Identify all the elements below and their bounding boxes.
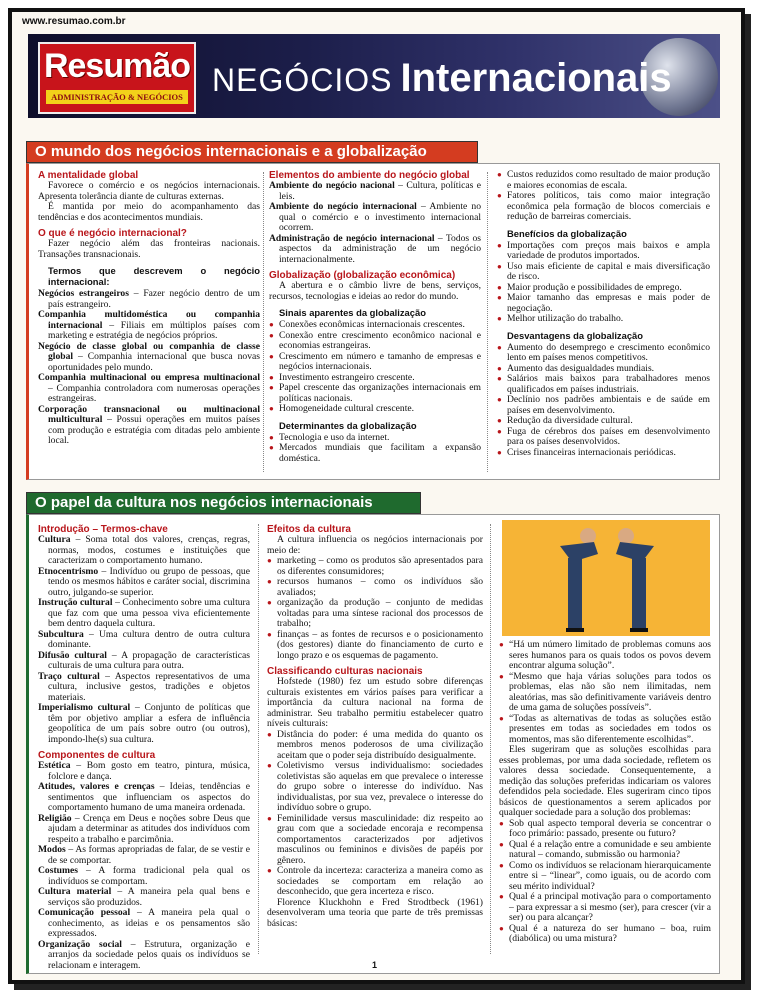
subheading: Sinais aparentes da globalização [279,307,426,318]
term-definition [38,845,250,866]
heading: Introdução – Termos-chave [38,524,168,535]
column-divider [258,524,259,954]
list-item: ● Homogeneidade cultural crescente. [269,404,481,415]
term-text: – A maneira pela qual o conhecimento, as ideias e os pensamentos são expressados. [48,907,250,939]
list-item: ● Aumento das desigualdades mundiais. [497,364,710,375]
paragraph: A cultura influencia os negócios internacionais por meio de: [267,534,483,556]
term-name: Companhia multinacional ou empresa multinacional [38,372,260,383]
list-item: ● Conexões econômicas internacionais crescentes. [269,320,481,331]
term-name: Costumes [38,865,78,876]
bullet-list [269,320,481,415]
term-text: – Ideias, tendências e sentimentos que influenciam os aspectos do comportamento humano de uma maneira ordenada. [48,781,250,813]
paragraph: Fazer negócio além das fronteiras nacionais. Transações transnacionais. [38,238,260,260]
list-item: ● Redução da diversidade cultural. [497,416,710,427]
list-item: ● “Há um número limitado de problemas comuns aos seres humanos para os quais todos os povos devem encontrar alguma solução”. [499,640,711,672]
term-name: Negócio de classe global ou companhia de classe global [38,340,260,362]
list-item: ● Crescimento em número e tamanho de empresas e negócios internacionais. [269,352,481,373]
term-definition [38,630,250,651]
section1-column2 [269,170,481,478]
logo-title: Resumão [43,47,191,85]
term-definition [38,761,250,782]
site-url[interactable]: www.resumao.com.br [22,16,126,27]
list-item: ● Coletivismo versus individualismo: sociedades coletivistas são aquelas em que prevalece o interesse do grupo sobre o interesse do indivíduo. Nas individualistas, por sua vez, prevalece o interesse do indivíduo sobre o grupo. [267,761,483,814]
section1-column3 [497,170,710,478]
list-item: ● Maior produção e possibilidades de emprego. [497,283,710,294]
term-name: Negócios estrangeiros [38,288,129,299]
list-item: ● Custos reduzidos como resultado de maior produção e maiores economias de escala. [497,170,710,191]
heading: Componentes de cultura [38,750,156,761]
term-definition [38,342,260,374]
term-text: – Crença em Deus e noções sobre Deus que ajudam a determinar as atitudes dos indivíduos com respeito a trabalho e parcimônia. [48,812,250,845]
list-item: ● Aumento do desemprego e crescimento econômico lento em países menos competitivos. [497,343,710,364]
heading: O que é negócio internacional? [38,228,187,239]
list-item: ● finanças – as fontes de recursos e o posicionamento (dos gestores) diante do financiamento de curto e longo prazo e os esquemas de pagamento. [267,630,483,662]
term-definition [38,289,260,310]
list-item: ● Melhor utilização do trabalho. [497,314,710,325]
column-divider [487,172,488,472]
list-item: ● Sob qual aspecto temporal deveria se concentrar o foco primário: passado, presente ou futuro? [499,819,711,840]
list-item: ● Papel crescente das organizações internacionais em políticas nacionais. [269,383,481,404]
list-item: ● recursos humanos – como os indivíduos são avaliados; [267,577,483,598]
bullet-list [267,730,483,898]
term-text: – Todos os aspectos da administração de um negócio internacionalmente. [279,232,481,265]
term-text: – As formas apropriadas de falar, de se vestir e de se comportar. [48,844,250,866]
term-text: – Soma total dos valores, crenças, regras, normas, modos, costumes e instituições que caracterizam o comportamento humano. [48,534,250,566]
term-definition [38,814,250,846]
term-name: Companhia multidoméstica ou companhia internacional [38,309,260,331]
term-name: Instrução cultural [38,597,113,608]
paragraph: Eles sugeriram que as soluções escolhidas para esses problemas, por uma dada sociedade, refletem os valores dessa sociedade. Consequentemente, a medição das soluções preferidas indicariam os valores defendidos pela sociedade. Eles sugeriram cinco tipos básicos de questionamentos a serem aplicados por qualquer sociedade para a solução dos problemas: [499,744,711,818]
subheading: Benefícios da globalização [507,227,627,239]
section2-column3 [499,640,711,956]
paragraph: É mantida por meio do acompanhamento das tendências e dos acontecimentos mundiais. [38,201,260,223]
list-item: ● Distância do poder: é uma medida do quanto os membros menos poderosos de uma civilização aceitam que o poder seja distribuído desigualmente. [267,730,483,762]
heading: Elementos do ambiente do negócio global [269,170,470,181]
section2-title: O papel da cultura nos negócios internacionais [26,492,421,514]
bullet-list [497,343,710,459]
list-item: ● Uso mais eficiente de capital e mais diversificação de risco. [497,262,710,283]
logo-subtitle: ADMINISTRAÇÃO & NEGÓCIOS [46,90,188,104]
term-definition [38,866,250,887]
term-definition [38,567,250,599]
list-item: ● Investimento estrangeiro crescente. [269,373,481,384]
list-item: ● Fatores políticos, tais como maior integração econômica pela formação de blocos comerciais e redução de barreiras comerciais. [497,191,710,223]
term-text: – Filiais em múltiplos países com marketing e estratégia de negócios próprios. [48,319,260,341]
term-text: – Bom gosto em teatro, pintura, música, folclore e dança. [48,760,250,782]
term-text: – Estrutura, organização e arranjos da sociedade pelos quais os indivíduos se relacionam e interagem. [48,938,250,971]
term-name: Atitudes, valores e crenças [38,781,155,792]
term-definition [38,373,260,405]
list-item: ● “Todas as alternativas de todas as soluções estão presentes em todas as sociedades em todos os momentos, mas são diferentemente escolhidas”. [499,714,711,746]
paragraph: Hofstede (1980) fez um estudo sobre diferenças culturais existentes em vários países para verificar a importância da cultura nacional na forma de administrar. Seu trabalho permitiu estabelecer quatro níveis culturais: [267,676,483,729]
term-definition [38,405,260,447]
column-divider [263,172,264,472]
paragraph: Favorece o comércio e os negócios internacionais. Apresenta tolerância diante de culturas externas. [38,180,260,202]
section1-title: O mundo dos negócios internacionais e a globalização [26,141,478,163]
term-text: – Uma cultura dentro de outra cultura dominante. [48,628,250,650]
bullet-list [499,640,711,745]
term-name: Difusão cultural [38,649,107,661]
list-item: ● Qual é a natureza do ser humano – boa, ruim (diabólica) ou uma mistura? [499,924,711,945]
term-name: Ambiente do negócio nacional [269,180,395,191]
term-definition [38,672,250,704]
subheading: Termos que descrevem o negócio internacional: [48,265,260,287]
page-title [212,56,672,101]
term-definition [38,782,250,814]
term-text: – A propagação de características culturais de uma cultura para outra. [48,649,250,671]
term-text: – Aspectos representativos de uma cultura, inclusive gestos, tradições e objetos materiais. [48,670,250,703]
term-text: – Conjunto de políticas que têm por objetivo ampliar a esfera de influência geopolítica de um país sobre outro (ou outros), impondo-lhe(s) sua cultura. [48,702,250,745]
term-text: – Ambiente no qual o comércio e o investimento internacional ocorrem. [279,201,481,233]
bowing-businessmen-icon [502,520,710,636]
title-part2: Internacionais [400,56,672,100]
list-item: ● Feminilidade versus masculinidade: diz respeito ao grau com que a sociedade encoraja e recompensa comportamentos caracterizados por adjetivos masculinos ou femininos e divisões de papéis por gênero. [267,814,483,867]
list-item: ● Qual é a relação entre a comunidade e seu ambiente natural – comando, submissão ou harmonia? [499,840,711,861]
paragraph: A abertura e o câmbio livre de bens, serviços, recursos, tecnologias e ideias ao redor do mundo. [269,280,481,302]
term-definition [38,908,250,940]
term-definition [38,940,250,972]
term-name: Religião [38,812,72,824]
list-item: ● marketing – como os produtos são apresentados para os diferentes consumidores; [267,556,483,577]
list-item: ● Tecnologia e uso da internet. [269,433,481,444]
resumao-logo [38,42,196,114]
list-item: ● Conexão entre crescimento econômico nacional e economias estrangeiras. [269,331,481,352]
paragraph: Florence Kluckhohn e Fred Strodtbeck (1961) desenvolveram uma teoria que parte de três premissas básicas: [267,896,483,929]
section1-column1 [38,170,260,478]
term-definition [38,887,250,908]
term-text: – Possui operações em muitos países com produção e estratégia com ditadas pelo ambiente local. [48,414,260,446]
term-name: Administração de negócio internacional [269,232,435,244]
term-name: Cultura [38,534,71,545]
term-name: Etnocentrismo [38,565,99,577]
page-number: 1 [372,960,378,970]
term-name: Corporação transnacional ou multinacional multicultural [38,403,260,425]
heading: A mentalidade global [38,170,139,181]
list-item: ● Salários mais baixos para trabalhadores menos qualificados em países industriais. [497,374,710,395]
list-item: ● Mercados mundiais que facilitam a expansão doméstica. [269,443,481,464]
term-name: Cultura material [38,886,112,897]
term-text: – A maneira pela qual bens e serviços são produzidos. [48,886,250,908]
bullet-list [497,170,710,223]
list-item: ● “Mesmo que haja várias soluções para todos os problemas, elas não são nem ilimitadas, nem aleatórias, mas são definitivamente variáveis dentro de uma gama de soluções possíveis”. [499,672,711,714]
bullet-list [267,556,483,661]
term-definition [38,535,250,567]
term-text: – Fazer negócio dentro de um país estrangeiro. [48,288,261,310]
bullet-list [497,241,710,325]
list-item: ● Controle da incerteza: caracteriza a maneira como as sociedades se comportam em relação ao desconhecido, que gera incerteza e risco. [267,866,483,898]
term-name: Ambiente do negócio internacional [269,201,417,212]
bullet-list [269,433,481,465]
term-name: Modos [38,844,66,855]
list-item: ● Qual é a principal motivação para o comportamento – para expressar a si mesmo (ser), para crescer (vir a ser) ou para alcançar? [499,892,711,924]
term-name: Estética [38,760,71,771]
list-item: ● Importações com preços mais baixos e ampla variedade de produtos importados. [497,241,710,262]
heading: Efeitos da cultura [267,524,351,535]
term-definition [269,202,481,234]
heading: Globalização (globalização econômica) [269,270,456,281]
term-text: – Cultura, políticas e leis. [279,180,481,202]
term-text: – Companhia controladora com numerosas operações estrangeiras. [48,382,260,404]
term-definition [38,598,250,630]
term-definition [269,181,481,202]
term-definition [38,703,250,745]
heading: Classificando culturas nacionais [267,666,423,677]
term-name: Imperialismo cultural [38,702,131,713]
term-name: Traço cultural [38,670,100,682]
term-text: – Companhia internacional que busca novas oportunidades pelo mundo. [48,351,260,373]
section2-column2 [267,524,483,954]
list-item: ● organização da produção – conjunto de medidas voltadas para uma síntese racional dos processos de trabalho; [267,598,483,630]
subheading: Determinantes da globalização [279,419,417,431]
list-item: ● Declínio nos padrões ambientais e de saúde em países em desenvolvimento. [497,395,710,416]
term-text: – A forma tradicional pela qual os indivíduos se comportam. [48,865,250,887]
term-definition [269,234,481,266]
title-part1: NEGÓCIOS [212,62,393,98]
term-text: – Indivíduo ou grupo de pessoas, que tendo os mesmos hábitos e caráter social, discrimina outro, julgando-se superior. [48,565,250,598]
list-item: ● Fuga de cérebros dos países em desenvolvimento para os países desenvolvidos. [497,427,710,448]
term-name: Subcultura [38,628,84,640]
list-item: ● Como os indivíduos se relacionam hierarquicamente entre si – “linear”, como iguais, ou de acordo com seu mérito individual? [499,861,711,893]
bullet-list [499,819,711,945]
column-divider [490,524,491,954]
term-text: – Conhecimento sobre uma cultura que faz com que uma pessoa viva eficientemente bem dentro daquela cultura. [48,597,250,629]
section2-column1 [38,524,250,971]
list-item: ● Crises financeiras internacionais periódicas. [497,448,710,459]
term-definition [38,651,250,672]
list-item: ● Maior tamanho das empresas e mais poder de negociação. [497,293,710,314]
term-name: Comunicação pessoal [38,907,131,918]
subheading: Desvantagens da globalização [507,329,643,341]
term-name: Organização social [38,938,122,950]
term-definition [38,310,260,342]
bowing-businessmen-illustration [502,520,710,636]
